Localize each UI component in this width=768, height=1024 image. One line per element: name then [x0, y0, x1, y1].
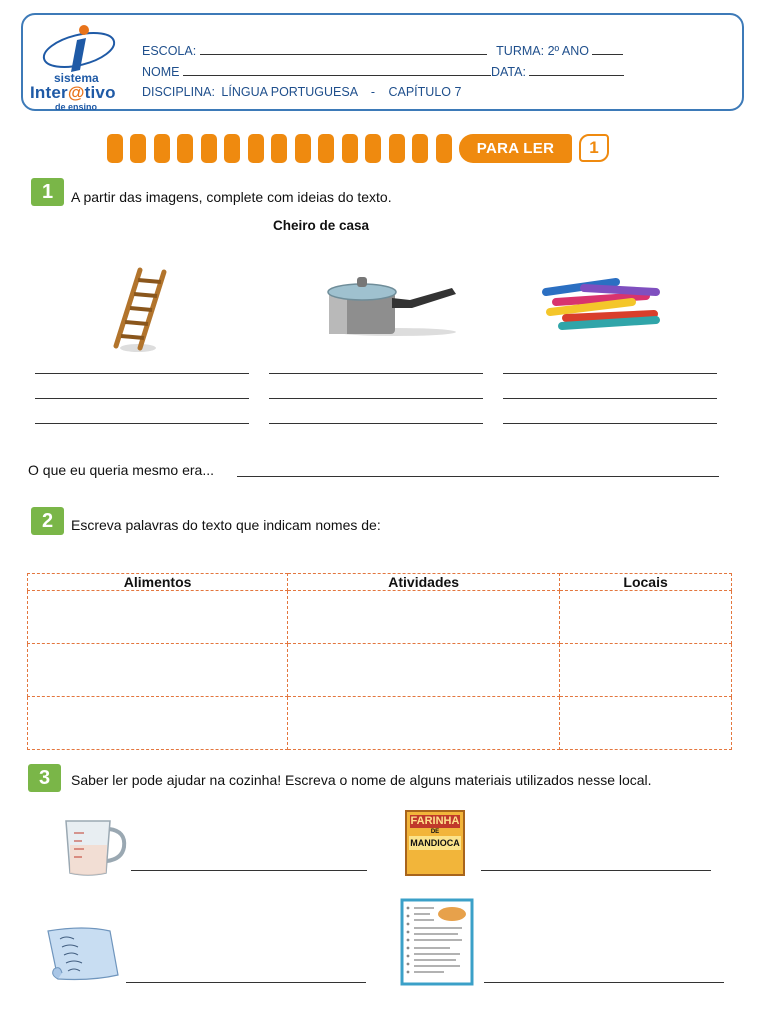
- logo-text-line1: sistema: [54, 71, 99, 85]
- q3-answer-line-3[interactable]: [126, 982, 366, 983]
- table-cell[interactable]: [288, 591, 560, 644]
- question-2-badge: 2: [31, 507, 64, 535]
- table-cell[interactable]: [560, 697, 732, 750]
- table-cell[interactable]: [560, 644, 732, 697]
- recipe-book-image: [400, 898, 474, 986]
- pot-image: [326, 272, 458, 338]
- question-1-badge: 1: [31, 178, 64, 206]
- q3-answer-line-4[interactable]: [484, 982, 724, 983]
- nome-row: [142, 64, 624, 79]
- turma-label: TURMA:: [496, 44, 545, 58]
- para-ler-number: 1: [579, 134, 609, 162]
- list-scroll-image: [44, 925, 124, 985]
- para-ler-label: PARA LER: [459, 134, 572, 163]
- data-field[interactable]: [529, 64, 624, 76]
- table-row: [28, 697, 732, 750]
- table-cell[interactable]: [28, 697, 288, 750]
- q3-answer-line-1[interactable]: [131, 870, 367, 871]
- table-cell[interactable]: [288, 697, 560, 750]
- package-top-text: FARINHA: [410, 815, 460, 827]
- question-1-instruction: A partir das imagens, complete com ideias do texto.: [71, 189, 392, 205]
- question-2-instruction: Escreva palavras do texto que indicam nomes de:: [71, 517, 381, 533]
- capitulo-value: CAPÍTULO 7: [388, 85, 462, 99]
- table-cell[interactable]: [288, 644, 560, 697]
- disciplina-row: [142, 85, 461, 99]
- disciplina-label: DISCIPLINA:: [142, 85, 215, 99]
- data-label: DATA:: [490, 65, 526, 79]
- column-header-locais: Locais: [560, 574, 732, 591]
- flour-package-image: [405, 810, 465, 876]
- logo-text-line2: Inter@tivo: [30, 83, 116, 102]
- wish-prompt: O que eu queria mesmo era...: [28, 462, 214, 478]
- wish-answer-line[interactable]: [237, 476, 719, 477]
- escola-label: ESCOLA:: [142, 44, 197, 58]
- escola-field[interactable]: [200, 43, 487, 55]
- column-header-alimentos: Alimentos: [28, 574, 288, 591]
- table-row: [28, 591, 732, 644]
- logo-text-line3: de ensino: [55, 102, 98, 112]
- turma-field[interactable]: [592, 43, 623, 55]
- table-cell[interactable]: [560, 591, 732, 644]
- turma-value: 2º ANO: [547, 44, 589, 58]
- separator: -: [370, 85, 375, 99]
- table-row: [28, 644, 732, 697]
- question-3-badge: 3: [28, 764, 61, 792]
- ladder-image: [110, 266, 186, 354]
- table-cell[interactable]: [28, 591, 288, 644]
- q3-answer-line-2[interactable]: [481, 870, 711, 871]
- logo-icon: [40, 24, 118, 76]
- question-3-instruction: Saber ler pode ajudar na cozinha! Escreva o nome de alguns materiais utilizados nesse local.: [71, 772, 652, 788]
- crayons-image: [536, 272, 666, 334]
- column-header-atividades: Atividades: [288, 574, 560, 591]
- escola-row: [142, 43, 623, 58]
- nome-label: NOME: [142, 65, 180, 79]
- nome-field[interactable]: [183, 64, 491, 76]
- package-bottom-text: MANDIOCA: [410, 838, 460, 848]
- words-table: [27, 573, 732, 750]
- text-title: Cheiro de casa: [273, 218, 370, 233]
- measuring-cup-image: [60, 815, 130, 879]
- package-middle-text: DE: [430, 829, 440, 835]
- disciplina-value: LÍNGUA PORTUGUESA: [221, 85, 358, 99]
- table-header-row: [28, 574, 732, 591]
- table-cell[interactable]: [28, 644, 288, 697]
